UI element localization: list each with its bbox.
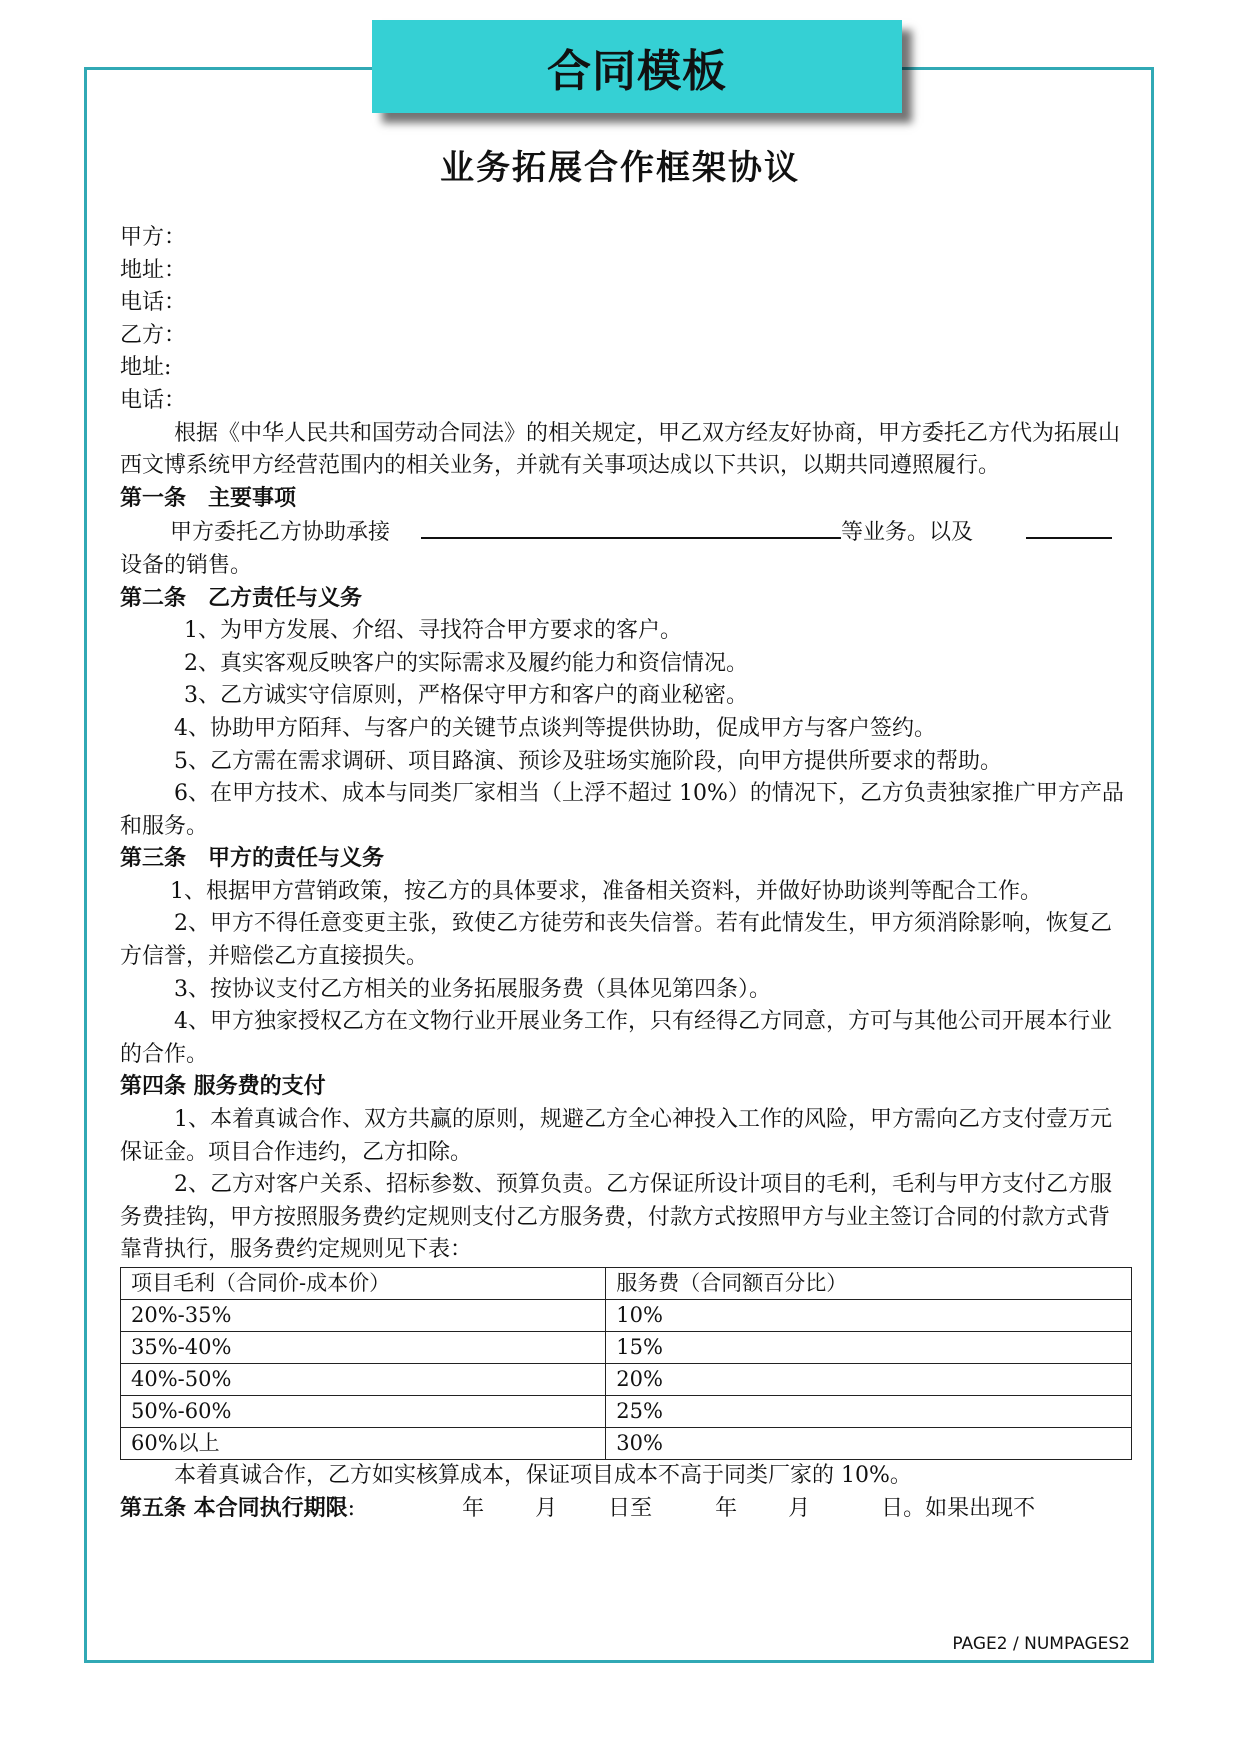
- party-line: 甲方：: [120, 225, 187, 250]
- table-cell: 25%: [606, 1396, 1132, 1428]
- table-header-cell: 项目毛利（合同价-成本价）: [121, 1268, 606, 1300]
- table-row: [121, 1428, 1132, 1460]
- article-4-item: 2、乙方对客户关系、招标参数、预算负责。乙方保证所设计项目的毛利，毛利与甲方支付乙方服务费挂钩，甲方按照服务费约定规则支付乙方服务费，付款方式按照甲方与业主签订合同的付款方式背靠背执行，服务费约定规则见下表：: [120, 1172, 1113, 1263]
- article-4-item: 1、本着真诚合作、双方共赢的原则，规避乙方全心神投入工作的风险，甲方需向乙方支付壹万元保证金。项目合作违约，乙方扣除。: [120, 1107, 1113, 1165]
- article-3-item: 3、按协议支付乙方相关的业务拓展服务费（具体见第四条）。: [174, 976, 771, 1002]
- table-row: [121, 1332, 1132, 1364]
- table-cell: 30%: [606, 1428, 1132, 1460]
- end-month-label: 月: [788, 1495, 811, 1521]
- table-cell: 10%: [606, 1300, 1132, 1332]
- article-1-text-after: 设备的销售。: [120, 552, 253, 578]
- table-cell: 60%以上: [121, 1428, 606, 1460]
- party-line: 电话：: [120, 387, 187, 413]
- table-cell: 35%-40%: [121, 1332, 606, 1364]
- table-header-cell: 服务费（合同额百分比）: [606, 1268, 1132, 1300]
- article-4-heading: 第四条 服务费的支付: [120, 1074, 326, 1100]
- article-3-heading: 第三条 甲方的责任与义务: [120, 846, 385, 872]
- article-2-item: 5、乙方需在需求调研、项目路演、预诊及驻场实施阶段，向甲方提供所要求的帮助。: [174, 748, 1002, 774]
- article-3-item: 1、根据甲方营销政策，按乙方的具体要求，准备相关资料，并做好协助谈判等配合工作。: [170, 878, 1043, 904]
- table-row: [121, 1396, 1132, 1428]
- article-2-item: 4、协助甲方陌拜、与客户的关键节点谈判等提供协助，促成甲方与客户签约。: [174, 715, 936, 741]
- after-table-note: 本着真诚合作，乙方如实核算成本，保证项目成本不高于同类厂家的 10%。: [174, 1463, 912, 1488]
- party-line: 电话：: [120, 290, 187, 316]
- table-header-row: [121, 1268, 1132, 1300]
- article-3-item: 4、甲方独家授权乙方在文物行业开展业务工作，只有经得乙方同意，方可与其他公司开展本行业的合作。: [120, 1009, 1113, 1067]
- template-banner: [372, 20, 902, 113]
- article-1-heading: 第一条 主要事项: [120, 485, 297, 511]
- table-cell: 50%-60%: [121, 1396, 606, 1428]
- equipment-blank: [1026, 515, 1112, 539]
- article-1-text-before: 甲方委托乙方协助承接: [170, 520, 391, 546]
- page-number-footer: PAGE2 / NUMPAGES2: [952, 1634, 1130, 1654]
- article-3-item: 2、甲方不得任意变更主张，致使乙方徒劳和丧失信誉。若有此情发生，甲方须消除影响，恢复乙方信誉，并赔偿乙方直接损失。: [120, 911, 1113, 970]
- start-month-label: 月: [535, 1495, 558, 1521]
- table-row: [121, 1364, 1132, 1396]
- article-2-item: 1、为甲方发展、介绍、寻找符合甲方要求的客户。: [184, 618, 682, 644]
- service-fee-table: [120, 1267, 1132, 1460]
- business-blank: [421, 515, 841, 539]
- article-5-tail: 日。如果出现不: [881, 1495, 1036, 1521]
- party-line: 地址：: [120, 257, 187, 283]
- article-2-heading: 第二条 乙方责任与义务: [120, 585, 363, 611]
- end-year-label: 年: [715, 1495, 738, 1521]
- end-date-connector: 日至: [608, 1495, 653, 1521]
- document-title: 业务拓展合作框架协议: [440, 148, 800, 188]
- table-cell: 15%: [606, 1332, 1132, 1364]
- table-cell: 40%-50%: [121, 1364, 606, 1396]
- party-line: 地址:: [120, 355, 172, 381]
- article-2-item: 6、在甲方技术、成本与同类厂家相当（上浮不超过 10%）的情况下，乙方负责独家推广甲方产品和服务。: [120, 781, 1124, 839]
- article-1-text-middle: 等业务。以及: [841, 520, 974, 546]
- table-cell: 20%-35%: [121, 1300, 606, 1332]
- start-year-label: 年: [462, 1495, 485, 1521]
- article-2-item: 3、乙方诚实守信原则，严格保守甲方和客户的商业秘密。: [184, 683, 748, 709]
- article-5-line: [120, 1493, 1130, 1526]
- article-5-heading: 第五条 本合同执行期限: [120, 1495, 348, 1521]
- banner-title: 合同模板: [547, 45, 727, 97]
- contract-body: [120, 222, 1130, 1525]
- table-row: [121, 1300, 1132, 1332]
- article-1-text: [120, 515, 1130, 550]
- article-2-item: 2、真实客观反映客户的实际需求及履约能力和资信情况。: [184, 650, 748, 676]
- party-line: 乙方：: [120, 322, 187, 348]
- intro-paragraph: 根据《中华人民共和国劳动合同法》的相关规定，甲乙双方经友好协商，甲方委托乙方代为拓展山西文博系统甲方经营范围内的相关业务，并就有关事项达成以下共识，以期共同遵照履行。: [120, 420, 1121, 479]
- table-cell: 20%: [606, 1364, 1132, 1396]
- article-5-colon: :: [347, 1495, 356, 1521]
